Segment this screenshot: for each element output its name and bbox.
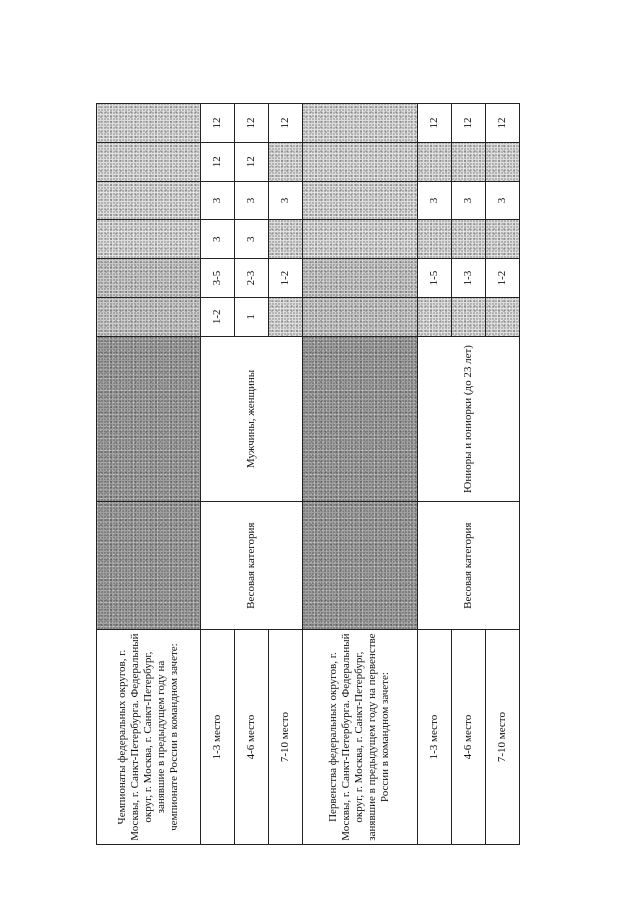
section1-shaded-cell <box>97 336 201 502</box>
value-cell: 3 <box>485 181 519 220</box>
category-cell: Весовая категория <box>417 502 519 630</box>
value-cell: 1-2 <box>485 259 519 298</box>
value-cell: 1 <box>234 297 268 336</box>
value-cell <box>451 142 485 181</box>
place-cell: 1-3 место <box>200 630 234 845</box>
place-cell: 7-10 место <box>485 630 519 845</box>
section1-title: Чемпионаты федеральных округов, г. Москвы, г. Санкт-Петербурга. Федеральный округ, г. Москва, г. Санкт-Петербург, занявшие в предыдущем году на чемпионате России в командном зачете: <box>97 630 201 845</box>
value-cell: 3 <box>268 181 302 220</box>
group-cell: Юниоры и юниорки (до 23 лет) <box>417 336 519 502</box>
value-cell <box>268 297 302 336</box>
section2-shaded-cell <box>302 142 417 181</box>
requirements-table <box>96 103 520 845</box>
table-row <box>200 104 234 845</box>
value-cell: 3 <box>234 181 268 220</box>
value-cell: 12 <box>200 104 234 143</box>
value-cell: 1-2 <box>268 259 302 298</box>
place-cell: 4-6 место <box>451 630 485 845</box>
category-cell: Весовая категория <box>200 502 302 630</box>
value-cell: 1-5 <box>417 259 451 298</box>
value-cell: 1-2 <box>200 297 234 336</box>
value-cell <box>268 220 302 259</box>
value-cell: 12 <box>417 104 451 143</box>
section2-shaded-cell <box>302 336 417 502</box>
value-cell: 2-3 <box>234 259 268 298</box>
section1-header-row <box>97 104 201 845</box>
table-row <box>417 104 451 845</box>
section2-shaded-cell <box>302 259 417 298</box>
place-cell: 4-6 место <box>234 630 268 845</box>
value-cell: 12 <box>234 104 268 143</box>
value-cell <box>417 142 451 181</box>
section1-shaded-cell <box>97 142 201 181</box>
section1-shaded-cell <box>97 259 201 298</box>
value-cell <box>451 297 485 336</box>
value-cell <box>268 142 302 181</box>
section1-shaded-cell <box>97 502 201 630</box>
value-cell: 12 <box>268 104 302 143</box>
section2-shaded-cell <box>302 502 417 630</box>
value-cell: 3 <box>200 181 234 220</box>
value-cell: 12 <box>234 142 268 181</box>
place-cell: 7-10 место <box>268 630 302 845</box>
section1-shaded-cell <box>97 104 201 143</box>
section2-shaded-cell <box>302 220 417 259</box>
place-cell: 1-3 место <box>417 630 451 845</box>
value-cell: 3 <box>200 220 234 259</box>
value-cell: 3 <box>234 220 268 259</box>
section1-shaded-cell <box>97 297 201 336</box>
section2-shaded-cell <box>302 297 417 336</box>
section2-shaded-cell <box>302 181 417 220</box>
value-cell: 12 <box>200 142 234 181</box>
value-cell: 3 <box>417 181 451 220</box>
value-cell: 3 <box>451 181 485 220</box>
section1-shaded-cell <box>97 220 201 259</box>
value-cell <box>485 142 519 181</box>
section1-shaded-cell <box>97 181 201 220</box>
value-cell: 1-3 <box>451 259 485 298</box>
section2-title: Первенства федеральных округов, г. Москвы, г. Санкт-Петербурга. Федеральный округ, г. Москва, г. Санкт-Петербург, занявшие в предыдущем году на первенстве России в командном зачете: <box>302 630 417 845</box>
value-cell: 12 <box>451 104 485 143</box>
section2-header-row <box>302 104 417 845</box>
rotated-table-wrapper <box>96 103 520 845</box>
value-cell <box>485 220 519 259</box>
value-cell <box>417 220 451 259</box>
value-cell <box>417 297 451 336</box>
value-cell <box>485 297 519 336</box>
value-cell: 12 <box>485 104 519 143</box>
group-cell: Мужчины, женщины <box>200 336 302 502</box>
value-cell <box>451 220 485 259</box>
section2-shaded-cell <box>302 104 417 143</box>
value-cell: 3-5 <box>200 259 234 298</box>
